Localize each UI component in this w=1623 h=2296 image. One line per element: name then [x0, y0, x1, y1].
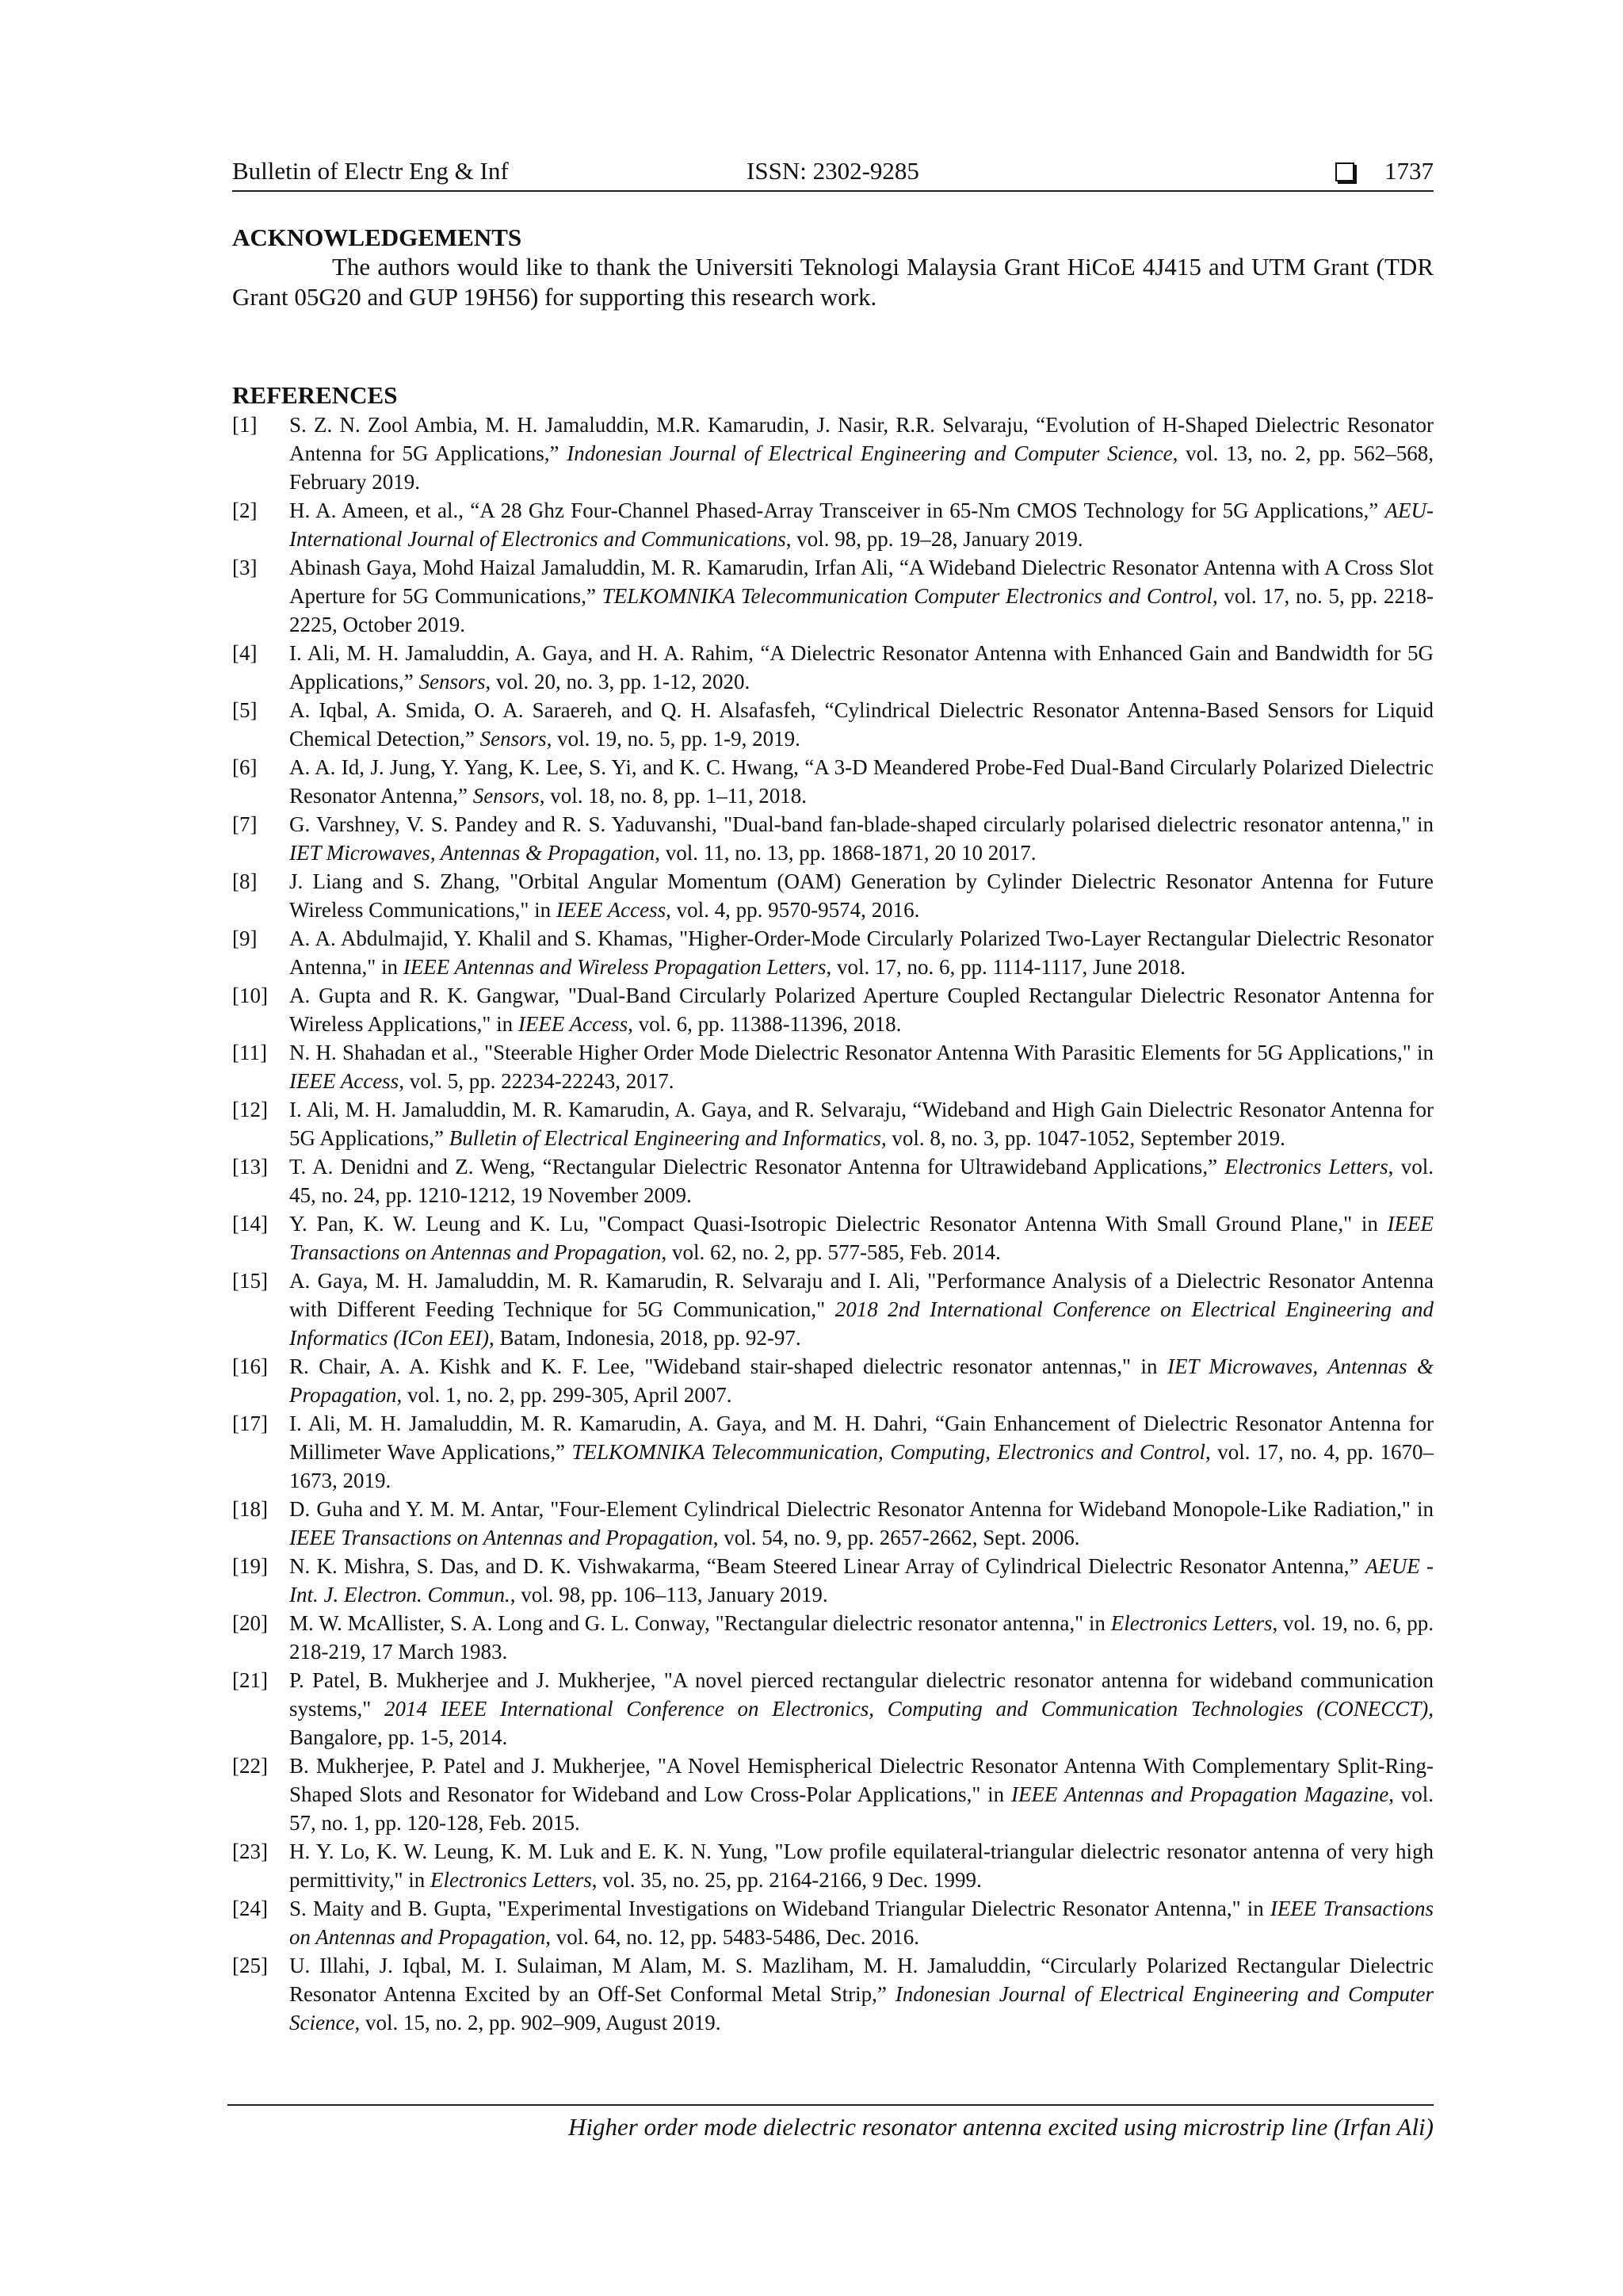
reference-details: , vol. 1, no. 2, pp. 299-305, April 2007.	[396, 1383, 732, 1407]
reference-number: [14]	[232, 1212, 268, 1236]
reference-item	[232, 1152, 1434, 1209]
reference-authors-title: B. Mukherjee, P. Patel and J. Mukherjee, "A Novel Hemispherical Dielectric Resonator Antenna With Complementary Split-Ring-Shaped Slots and Resonator for Wideband and Low Cross-Polar Applications," in	[289, 1754, 1434, 1806]
reference-authors-title: Abinash Gaya, Mohd Haizal Jamaluddin, M. R. Kamarudin, Irfan Ali, “A Wideband Dielectric Resonator Antenna with A Cross Slot Aperture for 5G Communications,”	[289, 556, 1434, 608]
reference-venue: IEEE Access	[517, 1012, 628, 1036]
reference-authors-title: M. W. McAllister, S. A. Long and G. L. Conway, "Rectangular dielectric resonator antenna," in	[289, 1611, 1111, 1635]
reference-number: [21]	[232, 1668, 268, 1692]
reference-venue: AEUE - Int. J. Electron. Commun.	[289, 1554, 1434, 1606]
reference-venue: Sensors	[472, 784, 540, 808]
reference-item	[232, 924, 1434, 981]
reference-details: , vol. 64, no. 12, pp. 5483-5486, Dec. 2016.	[545, 1925, 919, 1949]
reference-details: , vol. 62, no. 2, pp. 577-585, Feb. 2014.	[661, 1240, 1001, 1264]
footer-rule	[227, 2104, 1434, 2106]
reference-item	[232, 810, 1434, 867]
reference-number: [12]	[232, 1098, 268, 1121]
reference-item	[232, 1095, 1434, 1152]
reference-authors-title: S. Z. N. Zool Ambia, M. H. Jamaluddin, M.R. Kamarudin, J. Nasir, R.R. Selvaraju, “Evolution of H-Shaped Dielectric Resonator Antenna for 5G Applications,”	[289, 413, 1434, 465]
reference-number: [15]	[232, 1269, 268, 1293]
reference-item	[232, 1209, 1434, 1266]
reference-authors-title: I. Ali, M. H. Jamaluddin, M. R. Kamarudin, A. Gaya, and R. Selvaraju, “Wideband and High Gain Dielectric Resonator Antenna for 5G Applications,”	[289, 1098, 1434, 1150]
reference-venue: Electronics Letters	[1224, 1155, 1388, 1179]
reference-authors-title: I. Ali, M. H. Jamaluddin, M. R. Kamarudin, A. Gaya, and M. H. Dahri, “Gain Enhancement of Dielectric Resonator Antenna for Millimeter Wave Applications,”	[289, 1412, 1434, 1464]
reference-venue: IEEE Transactions on Antennas and Propagation	[289, 1212, 1434, 1264]
reference-details: , vol. 17, no. 4, pp. 1670–1673, 2019.	[289, 1440, 1434, 1492]
reference-item	[232, 1752, 1434, 1837]
reference-details: , vol. 15, no. 2, pp. 902–909, August 2019.	[354, 2011, 721, 2034]
reference-venue: Electronics Letters	[1110, 1611, 1273, 1635]
reference-venue: TELKOMNIKA Telecommunication, Computing, Electronics and Control	[571, 1440, 1205, 1464]
reference-item	[232, 1837, 1434, 1894]
reference-number: [20]	[232, 1611, 268, 1635]
reference-details: , vol. 17, no. 6, pp. 1114-1117, June 2018.	[826, 955, 1186, 979]
acknowledgements-text: The authors would like to thank the Universiti Teknologi Malaysia Grant HiCoE 4J415 and UTM Grant (TDR Grant 05G20 and GUP 19H56) for supporting this research work.	[232, 253, 1434, 311]
reference-item	[232, 1666, 1434, 1752]
reference-item	[232, 1552, 1434, 1609]
reference-venue: IEEE Transactions on Antennas and Propagation	[289, 1897, 1434, 1949]
reference-details: , vol. 20, no. 3, pp. 1-12, 2020.	[485, 670, 750, 693]
page-number: 1737	[1384, 157, 1434, 185]
reference-number: [19]	[232, 1554, 268, 1578]
reference-authors-title: I. Ali, M. H. Jamaluddin, A. Gaya, and H. A. Rahim, “A Dielectric Resonator Antenna with Enhanced Gain and Bandwidth for 5G Applications,”	[289, 641, 1434, 693]
reference-authors-title: G. Varshney, V. S. Pandey and R. S. Yaduvanshi, "Dual-band fan-blade-shaped circularly polarised dielectric resonator antenna," in	[289, 812, 1434, 836]
reference-venue: IET Microwaves, Antennas & Propagation	[289, 1354, 1434, 1407]
reference-details: , vol. 13, no. 2, pp. 562–568, February 2019.	[289, 441, 1434, 494]
reference-authors-title: J. Liang and S. Zhang, "Orbital Angular Momentum (OAM) Generation by Cylinder Dielectric Resonator Antenna for Future Wireless Communications," in	[289, 869, 1434, 922]
reference-venue: IEEE Access	[556, 898, 666, 922]
reference-authors-title: Y. Pan, K. W. Leung and K. Lu, "Compact Quasi-Isotropic Dielectric Resonator Antenna With Small Ground Plane," in	[289, 1212, 1388, 1236]
reference-authors-title: S. Maity and B. Gupta, "Experimental Investigations on Wideband Triangular Dielectric Resonator Antenna," in	[289, 1897, 1270, 1920]
reference-venue: Electronics Letters	[430, 1868, 592, 1892]
page-number-group	[1335, 152, 1434, 190]
reference-number: [23]	[232, 1839, 268, 1863]
reference-venue: IEEE Antennas and Propagation Magazine	[1010, 1782, 1389, 1806]
reference-number: [8]	[232, 869, 258, 893]
reference-number: [11]	[232, 1041, 267, 1064]
reference-venue: IEEE Antennas and Wireless Propagation Letters	[403, 955, 827, 979]
reference-details: , vol. 18, no. 8, pp. 1–11, 2018.	[539, 784, 807, 808]
reference-item	[232, 639, 1434, 696]
reference-venue: Indonesian Journal of Electrical Engineering and Computer Science	[567, 441, 1173, 465]
reference-item	[232, 753, 1434, 810]
reference-details: , Batam, Indonesia, 2018, pp. 92-97.	[488, 1326, 801, 1350]
reference-list	[232, 411, 1434, 2037]
reference-venue: Bulletin of Electrical Engineering and Informatics	[449, 1126, 881, 1150]
square-box-icon	[1335, 162, 1354, 181]
reference-authors-title: P. Patel, B. Mukherjee and J. Mukherjee, "A novel pierced rectangular dielectric resonator antenna for wideband communication systems,"	[289, 1668, 1434, 1721]
reference-venue: IEEE Access	[289, 1069, 399, 1093]
running-footer: Higher order mode dielectric resonator antenna excited using microstrip line (Irfan Ali)	[568, 2113, 1434, 2141]
reference-details: , vol. 19, no. 6, pp. 218-219, 17 March 1983.	[289, 1611, 1434, 1664]
reference-authors-title: N. H. Shahadan et al., "Steerable Higher Order Mode Dielectric Resonator Antenna With Parasitic Elements for 5G Applications," in	[289, 1041, 1434, 1064]
reference-venue: 2014 IEEE International Conference on Electronics, Computing and Communication Technologies (CONECCT)	[384, 1697, 1429, 1721]
reference-details: , vol. 98, pp. 19–28, January 2019.	[785, 527, 1083, 551]
reference-details: , vol. 8, no. 3, pp. 1047-1052, September 2019.	[880, 1126, 1285, 1150]
reference-item	[232, 1495, 1434, 1552]
reference-authors-title: H. Y. Lo, K. W. Leung, K. M. Luk and E. K. N. Yung, "Low profile equilateral-triangular dielectric resonator antenna of very high permittivity," in	[289, 1839, 1434, 1892]
reference-number: [6]	[232, 755, 258, 779]
acknowledgements-heading: ACKNOWLEDGEMENTS	[232, 223, 522, 251]
reference-details: , vol. 6, pp. 11388-11396, 2018.	[628, 1012, 902, 1036]
references-heading: REFERENCES	[232, 381, 398, 409]
reference-authors-title: R. Chair, A. A. Kishk and K. F. Lee, "Wideband stair-shaped dielectric resonator antennas," in	[289, 1354, 1167, 1378]
reference-authors-title: H. A. Ameen, et al., “A 28 Ghz Four-Channel Phased-Array Transceiver in 65-Nm CMOS Technology for 5G Applications,”	[289, 499, 1385, 522]
reference-number: [24]	[232, 1897, 268, 1920]
reference-item	[232, 1266, 1434, 1352]
reference-number: [18]	[232, 1497, 268, 1521]
reference-details: , vol. 45, no. 24, pp. 1210-1212, 19 November 2009.	[289, 1155, 1434, 1207]
reference-venue: Sensors	[418, 670, 486, 693]
reference-number: [13]	[232, 1155, 268, 1179]
reference-item	[232, 867, 1434, 924]
reference-number: [5]	[232, 698, 258, 722]
reference-number: [1]	[232, 413, 258, 437]
reference-number: [2]	[232, 499, 258, 522]
reference-details: , vol. 4, pp. 9570-9574, 2016.	[666, 898, 920, 922]
reference-venue: IET Microwaves, Antennas & Propagation	[289, 841, 655, 865]
reference-details: , vol. 11, no. 13, pp. 1868-1871, 20 10 2017.	[655, 841, 1037, 865]
journal-name: Bulletin of Electr Eng & Inf	[232, 157, 509, 185]
reference-venue: TELKOMNIKA Telecommunication Computer Electronics and Control	[601, 584, 1212, 608]
reference-authors-title: A. Gaya, M. H. Jamaluddin, M. R. Kamarudin, R. Selvaraju and I. Ali, "Performance Analysis of a Dielectric Resonator Antenna with Different Feeding Technique for 5G Communication,"	[289, 1269, 1434, 1321]
reference-details: , vol. 17, no. 5, pp. 2218-2225, October 2019.	[289, 584, 1434, 636]
reference-details: , vol. 5, pp. 22234-22243, 2017.	[399, 1069, 674, 1093]
reference-item	[232, 1409, 1434, 1495]
reference-authors-title: A. Gupta and R. K. Gangwar, "Dual-Band Circularly Polarized Aperture Coupled Rectangular Dielectric Resonator Antenna for Wireless Applications," in	[289, 984, 1434, 1036]
reference-item	[232, 1038, 1434, 1095]
reference-number: [7]	[232, 812, 258, 836]
reference-venue: Sensors,	[479, 727, 552, 751]
reference-number: [3]	[232, 556, 258, 579]
reference-venue: IEEE Transactions on Antennas and Propagation	[289, 1526, 713, 1549]
reference-authors-title: A. A. Abdulmajid, Y. Khalil and S. Khamas, "Higher-Order-Mode Circularly Polarized Two-Layer Rectangular Dielectric Resonator Antenna," in	[289, 926, 1434, 979]
reference-authors-title: A. A. Id, J. Jung, Y. Yang, K. Lee, S. Yi, and K. C. Hwang, “A 3-D Meandered Probe-Fed Dual-Band Circularly Polarized Dielectric Resonator Antenna,”	[289, 755, 1434, 808]
reference-venue: 2018 2nd International Conference on Electrical Engineering and Informatics (ICon EEI)	[289, 1297, 1434, 1350]
reference-details: , Bangalore, pp. 1-5, 2014.	[289, 1697, 1434, 1749]
reference-item	[232, 496, 1434, 553]
reference-number: [4]	[232, 641, 258, 665]
reference-number: [16]	[232, 1354, 268, 1378]
running-header	[232, 152, 1434, 192]
reference-item	[232, 553, 1434, 639]
reference-item	[232, 1352, 1434, 1409]
reference-details: , vol. 35, no. 25, pp. 2164-2166, 9 Dec. 1999.	[591, 1868, 982, 1892]
reference-authors-title: D. Guha and Y. M. M. Antar, "Four-Element Cylindrical Dielectric Resonator Antenna for Wideband Monopole-Like Radiation," in	[289, 1497, 1434, 1521]
reference-item	[232, 1951, 1434, 2037]
reference-item	[232, 981, 1434, 1038]
reference-item	[232, 696, 1434, 753]
reference-authors-title: U. Illahi, J. Iqbal, M. I. Sulaiman, M Alam, M. S. Mazliham, M. H. Jamaluddin, “Circularly Polarized Rectangular Dielectric Resonator Antenna Excited by an Off-Set Conformal Metal Strip,”	[289, 1954, 1434, 2006]
reference-authors-title: A. Iqbal, A. Smida, O. A. Saraereh, and Q. H. Alsafasfeh, “Cylindrical Dielectric Resonator Antenna-Based Sensors for Liquid Chemical Detection,”	[289, 698, 1434, 751]
issn-number: ISSN: 2302-9285	[747, 157, 919, 185]
reference-number: [10]	[232, 984, 268, 1007]
reference-details: vol. 19, no. 5, pp. 1-9, 2019.	[552, 727, 800, 751]
reference-authors-title: N. K. Mishra, S. Das, and D. K. Vishwakarma, “Beam Steered Linear Array of Cylindrical Dielectric Resonator Antenna,”	[289, 1554, 1365, 1578]
reference-item	[232, 411, 1434, 496]
reference-authors-title: T. A. Denidni and Z. Weng, “Rectangular Dielectric Resonator Antenna for Ultrawideband Applications,”	[289, 1155, 1225, 1179]
reference-number: [22]	[232, 1754, 268, 1778]
reference-number: [9]	[232, 926, 258, 950]
reference-venue: Indonesian Journal of Electrical Engineering and Computer Science	[289, 1982, 1434, 2034]
reference-venue: AEU-International Journal of Electronics and Communications	[289, 499, 1434, 551]
reference-item	[232, 1894, 1434, 1951]
reference-details: , vol. 98, pp. 106–113, January 2019.	[510, 1583, 828, 1606]
reference-number: [25]	[232, 1954, 268, 1977]
reference-details: , vol. 57, no. 1, pp. 120-128, Feb. 2015.	[289, 1782, 1434, 1835]
reference-item	[232, 1609, 1434, 1666]
reference-details: , vol. 54, no. 9, pp. 2657-2662, Sept. 2006.	[712, 1526, 1080, 1549]
reference-number: [17]	[232, 1412, 268, 1435]
